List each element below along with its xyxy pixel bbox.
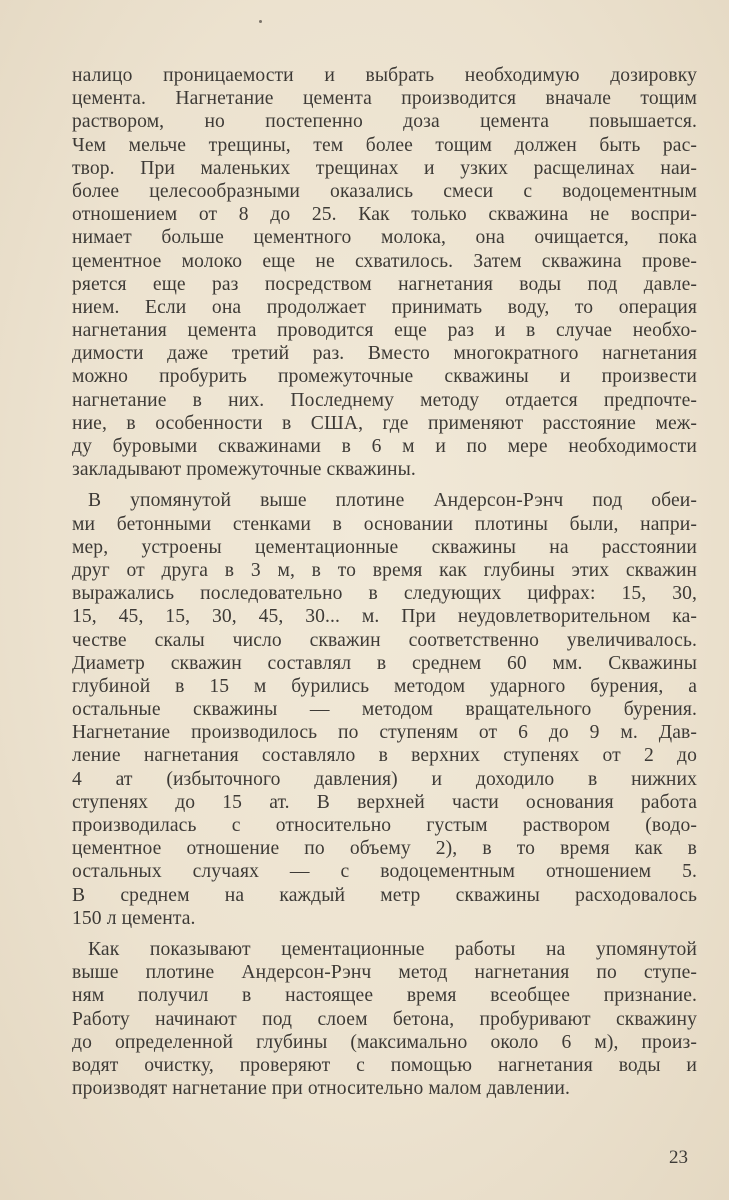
- print-speck: [259, 20, 262, 23]
- text-line: до определенной глубины (максимально около 6 м), произ-: [72, 1031, 697, 1053]
- text-line: Работу начинают под слоем бетона, пробуривают скважину: [72, 1008, 697, 1030]
- text-line: остальных случаях — с водоцементным отношением 5.: [72, 861, 697, 883]
- text-line: нием. Если она продолжает принимать воду, то операция: [72, 296, 697, 318]
- page-number: 23: [669, 1147, 688, 1168]
- text-line: ление нагнетания составляло в верхних ступенях от 2 до: [72, 745, 697, 767]
- text-line: 15, 45, 15, 30, 45, 30... м. При неудовлетворительном ка-: [72, 606, 697, 628]
- text-line: глубиной в 15 м бурились методом ударного бурения, а: [72, 675, 697, 697]
- text-line: мер, устроены цементационные скважины на расстоянии: [72, 536, 697, 558]
- paragraph: [72, 64, 697, 481]
- text-line: выражались последовательно в следующих цифрах: 15, 30,: [72, 583, 697, 605]
- text-line: цемента. Нагнетание цемента производится вначале тощим: [72, 88, 697, 110]
- paragraph-gap: [72, 481, 697, 489]
- text-line: закладывают промежуточные скважины.: [72, 459, 416, 481]
- text-line: нимает больше цементного молока, она очищается, пока: [72, 227, 697, 249]
- text-line: ряется еще раз посредством нагнетания воды под давле-: [72, 273, 697, 295]
- text-line: друг от друга в 3 м, в то время как глубины этих скважин: [72, 559, 697, 581]
- text-line: Диаметр скважин составлял в среднем 60 мм. Скважины: [72, 652, 697, 674]
- paragraph: [72, 938, 697, 1100]
- paragraph-gap: [72, 930, 697, 938]
- text-line: раствором, но постепенно доза цемента повышается.: [72, 111, 697, 133]
- text-line: ступенях до 15 ат. В верхней части основания работа: [72, 791, 697, 813]
- text-line: Нагнетание производилось по ступеням от 6 до 9 м. Дав-: [72, 722, 697, 744]
- body-text: [72, 64, 697, 1100]
- text-line: 4 ат (избыточного давления) и доходило в нижних: [72, 768, 697, 790]
- text-line: ду буровыми скважинами в 6 м и по мере необходимости: [72, 436, 697, 457]
- text-line: димости даже третий раз. Вместо многократного нагнетания: [72, 343, 697, 365]
- text-line: производят нагнетание при относительно малом давлении.: [72, 1078, 570, 1100]
- text-line: честве скалы число скважин соответственно увеличивалось.: [72, 629, 697, 651]
- text-line: нагнетание в них. Последнему методу отдается предпочте-: [72, 389, 697, 411]
- text-line: отношением от 8 до 25. Как только скважина не воспри-: [72, 204, 697, 226]
- text-line: В упомянутой выше плотине Андерсон-Рэнч под обеи-: [88, 490, 697, 512]
- text-line: Как показывают цементационные работы на упомянутой: [88, 938, 697, 960]
- text-line: производилась с относительно густым раствором (водо-: [72, 815, 697, 836]
- text-line: ням получил в настоящее время всеобщее признание.: [72, 985, 697, 1007]
- text-line: 150 л цемента.: [72, 907, 196, 929]
- text-line: В среднем на каждый метр скважины расходовалось: [72, 884, 697, 906]
- text-line: цементное молоко еще не схватилось. Затем скважина прове-: [72, 250, 697, 272]
- text-line: более целесообразными оказались смеси с водоцементным: [72, 180, 697, 202]
- text-line: цементное отношение по объему 2), в то время как в: [72, 838, 697, 860]
- text-line: водят очистку, проверяют с помощью нагнетания воды и: [72, 1054, 697, 1076]
- text-line: налицо проницаемости и выбрать необходимую дозировку: [72, 65, 697, 86]
- text-line: твор. При маленьких трещинах и узких расщелинах наи-: [72, 157, 697, 179]
- text-line: выше плотине Андерсон-Рэнч метод нагнетания по ступе-: [72, 962, 697, 984]
- text-line: остальные скважины — методом вращательного бурения.: [72, 699, 697, 721]
- text-line: ние, в особенности в США, где применяют расстояние меж-: [72, 412, 697, 434]
- text-line: ми бетонными стенками в основании плотины были, напри-: [72, 513, 697, 535]
- paragraph: [72, 489, 697, 930]
- text-line: можно пробурить промежуточные скважины и произвести: [72, 366, 697, 388]
- text-line: нагнетания цемента проводится еще раз и в случае необхо-: [72, 320, 697, 342]
- text-line: Чем мельче трещины, тем более тощим должен быть рас-: [72, 134, 697, 156]
